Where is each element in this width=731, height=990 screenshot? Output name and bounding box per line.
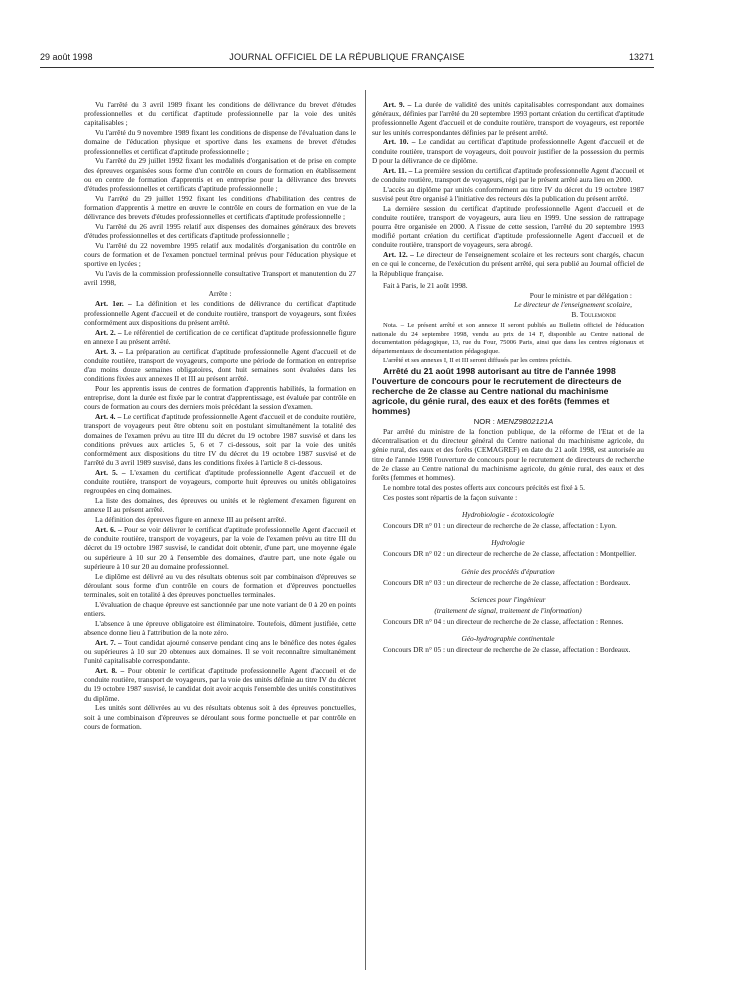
article-text: Pour les apprentis issus de centres de formation d'apprentis habilités, la formation en entreprise, dont la durée est fixée par le contrat d'apprentissage, est évaluée par contrôle en cours de formation au cours des derniers mois précédant la session d'examen. [84, 383, 356, 412]
article-text: La première session du certificat d'aptitude professionnelle Agent d'accueil et de conduite routière, transport de voyageurs, régi par le présent arrêté aura lieu en 2000. [372, 165, 644, 184]
article-text: Le candidat au certificat d'aptitude professionnelle Agent d'accueil et de conduite routière, transport de voyageurs, doit pouvoir justifier de la possession du permis D pour la délivrance de ce diplôme. [372, 137, 644, 165]
article-paragraph [84, 412, 356, 467]
article-label: Art. 7. – [95, 637, 122, 647]
article-text: Le diplôme est délivré au vu des résultats obtenus soit par combinaison d'épreuves se déroulant sous forme d'un contrôle en cours de formation et d'épreuves ponctuelles terminales, soit en totalité à des épreuves ponctuelles terminales. [84, 571, 356, 599]
article-text: La dernière session du certificat d'aptitude professionnelle Agent d'accueil et de conduite routière, transport de voyageurs, aura lieu en 1999. Une session de rattrapage pourra être organisée en 2000. A l'issue de cette session, l'arrêté du 20 septembre 1993 modifié portant création du certificat d'aptitude professionnelle Agent d'accueil et de conduite routière, transport de voyageurs, sera abrogé. [372, 203, 644, 250]
visa-paragraph: Vu l'arrêté du 26 avril 1995 relatif aux dispenses des domaines généraux des brevets d'études professionnelles et des certificats d'aptitude professionnelle ; [84, 222, 356, 241]
article-paragraph [372, 185, 644, 203]
concours-heading: Géo-hydrographie continentale [461, 634, 555, 644]
concours-text: Concours DR n° 01 : un directeur de recherche de 2e classe, affectation : Lyon. [383, 521, 617, 531]
header-rule [40, 67, 654, 68]
article-paragraph [372, 204, 644, 250]
decree-total: Le nombre total des postes offerts aux concours précités est fixé à 5. [383, 482, 586, 492]
signature-delegation: Pour le ministre et par délégation : [529, 290, 632, 300]
page-header [40, 52, 654, 66]
article-paragraph [84, 496, 356, 514]
article-paragraph [84, 619, 356, 637]
article-paragraph [84, 572, 356, 600]
nor-code: MENZ9802121A [497, 417, 554, 427]
concours-heading: Génie des procédés d'épuration [461, 566, 555, 576]
concours-heading: Hydrobiologie - écotoxicologie [461, 509, 555, 519]
article-label: Art. 10. – [383, 137, 416, 147]
article-paragraph [372, 100, 644, 137]
right-column [372, 100, 644, 980]
article-paragraph [372, 166, 644, 184]
article-label: Art. 5. – [95, 467, 126, 477]
article-text: L'évaluation de chaque épreuve est sanctionnée par une note variant de 0 à 20 en points entiers. [84, 599, 356, 618]
visa-paragraph: Vu l'avis de la commission professionnelle consultative Transport et manutention du 27 avril 1998, [84, 269, 356, 288]
article-label: Art. 12. – [383, 250, 414, 260]
decree-title: Arrêté du 21 août 1998 autorisant au titre de l'année 1998 l'ouverture de concours pour le recrutement de directeurs de recherche de 2e classe au Centre national du machinisme agricole, du génie rural, des eaux et des forêts (femmes et hommes) [372, 365, 622, 417]
column-divider [365, 90, 366, 970]
article-paragraph [84, 384, 356, 412]
article-paragraph [84, 703, 356, 731]
visa-paragraph: Vu l'arrêté du 29 juillet 1992 fixant les modalités d'organisation et de prise en compte des épreuves organisées sous forme d'un contrôle en cours de formation en établissement ou en centre de formation d'apprentis et en entreprise pour la délivrance des brevets d'études professionnelles et certificats d'aptitude professionnelle ; [84, 156, 356, 194]
article-text: Pour se voir délivrer le certificat d'aptitude professionnelle Agent d'accueil et de conduite routière, transport de voyageurs, par la voie de l'examen prévu au titre III du décret du 19 octobre 1987 susvisé, le candidat doit obtenir, d'une part, une moyenne égale ou supérieure à 10 sur 20 à l'ensemble des domaines, d'autre part, une note égale ou supérieure à 10 sur 20 au domaine professionnel. [84, 524, 356, 571]
article-text: Le directeur de l'enseignement scolaire et les recteurs sont chargés, chacun en ce qui le concerne, de l'exécution du présent arrêté, qui sera publié au Journal officiel de la République française. [372, 250, 644, 278]
article-paragraph [84, 666, 356, 703]
concours-text: Concours DR n° 04 : un directeur de recherche de 2e classe, affectation : Rennes. [383, 616, 624, 626]
concours-text: Concours DR n° 02 : un directeur de recherche de 2e classe, affectation : Montpellier. [383, 549, 637, 559]
article-text: Le certificat d'aptitude professionnelle Agent d'accueil et de conduite routière, transport de voyageurs peut être obtenu soit en postulant simultanément la totalité des domaines de l'examen prévu au titre III du décret du 19 octobre 1987 susvisé et dans les conditions prévues aux articles 5, 6 et 7 ci-dessous, soit par la voie des unités conformément aux dispositions du titre IV du décret du 19 octobre 1987 susvisé et de l'arrêté du 3 avril 1989 susvisé, dans les conditions fixées à l'article 8 ci-dessous. [84, 412, 356, 468]
concours-heading: Hydrologie [491, 538, 525, 548]
visa-paragraph: Vu l'arrêté du 29 juillet 1992 fixant les conditions d'habilitation des centres de formation d'apprentis à mettre en œuvre le contrôle en cours de formation en vue de la délivrance des brevets d'études professionnelles et certificats d'aptitude professionnelle ; [84, 193, 356, 222]
nota-paragraph: Nota. – Le présent arrêté et son annexe II seront publiés au Bulletin officiel de l'éducation nationale du 24 septembre 1998, vendu au prix de 14 F, disponible au Centre national de documentation pédagogique, 13, rue du Four, 75006 Paris, ainsi que dans les centres régionaux et départementaux de documentation pédagogique. [372, 322, 644, 355]
article-label: Art. 2. – [95, 327, 122, 337]
article-paragraph [84, 525, 356, 571]
decree-intro: Par arrêté du ministre de la fonction publique, de la réforme de l'Etat et de la décentralisation et du directeur général du Centre national du machinisme agricole, du génie rural, des eaux et des forêts (CEMAGREF) en date du 21 août 1998, est autorisée au titre de l'année 1998 l'ouverture de concours pour le recrutement de directeurs de recherche de 2e classe au Centre national du machinisme agricole, du génie rural, des eaux et des forêts (femmes et hommes). [372, 427, 644, 483]
article-text: L'absence à une épreuve obligatoire est éliminatoire. Toutefois, dûment justifiée, cette absence donne lieu à l'attribution de la note zéro. [84, 618, 356, 637]
article-paragraph [84, 515, 356, 524]
article-text: Pour obtenir le certificat d'aptitude professionnelle Agent d'accueil et de conduite routière, transport de voyageurs, par la voie des unités définie au titre IV du décret du 19 octobre 1987 susvisé, le candidat doit avoir acquis l'ensemble des unités constitutives du diplôme. [84, 665, 356, 703]
nor-label: NOR : [473, 417, 495, 427]
nota-diffusion: L'arrêté et ses annexes I, II et III seront diffusés par les centres précités. [383, 356, 572, 364]
left-column [84, 100, 356, 980]
article-paragraph [84, 328, 356, 346]
journal-title: JOURNAL OFFICIEL DE LA RÉPUBLIQUE FRANÇAISE [229, 52, 465, 62]
article-text: La liste des domaines, des épreuves ou unités et le règlement d'examen figurent en annexe II au présent arrêté. [84, 496, 356, 515]
article-label: Art. 11. – [383, 165, 413, 175]
article-paragraph [372, 250, 644, 278]
article-text: Le référentiel de certification de ce certificat d'aptitude professionnelle figure en annexe I au présent arrêté. [84, 327, 356, 346]
visa-paragraph: Vu l'arrêté du 9 novembre 1989 fixant les conditions de dispense de l'évaluation dans le domaine de l'éducation physique et sportive dans les examens de brevet d'études professionnelles et certificat d'aptitude professionnelle ; [84, 128, 356, 156]
decree-repartition: Ces postes sont répartis de la façon suivante : [383, 492, 518, 502]
article-text: L'examen du certificat d'aptitude professionnelle Agent d'accueil et de conduite routière, transport de voyageurs, comporte huit épreuves ou unités obligatoires regroupées en cinq domaines. [84, 467, 356, 496]
concours-subheading: (traitement de signal, traitement de l'information) [434, 606, 582, 616]
article-text: La préparation au certificat d'aptitude professionnelle Agent d'accueil et de conduite routière, transport de voyageurs, comporte une période de formation en entreprise d'au moins douze semaines obligatoires, dont huit semaines sont évaluées dans les conditions fixées aux annexes II et III au présent arrêté. [84, 346, 356, 384]
concours-heading: Sciences pour l'ingénieur [470, 595, 546, 605]
article-text: Tout candidat ajourné conserve pendant cinq ans le bénéfice des notes égales ou supérieures à 10 sur 20 obtenues aux domaines. Il se voit reconnaître simultanément l'unité capitalisable correspondante. [84, 637, 356, 666]
article-label: Art. 1er. – [95, 299, 132, 309]
visa-paragraph: Vu l'arrêté du 3 avril 1989 fixant les conditions de délivrance du brevet d'études professionnelles et du certificat d'aptitude professionnelle par la voie des unités capitalisables ; [84, 100, 356, 128]
article-paragraph [372, 137, 644, 165]
article-text: La définition des épreuves figure en annexe III au présent arrêté. [95, 515, 287, 525]
article-paragraph [84, 468, 356, 496]
article-paragraph [84, 638, 356, 666]
page-number: 13271 [628, 52, 654, 62]
article-text: La durée de validité des unités capitalisables correspondant aux domaines généraux, définies par l'arrêté du 20 septembre 1993 portant création du certificat d'aptitude professionnelle Agent d'accueil et de conduite routière, transport de voyageurs, est reportée sur les unités correspondantes définies par le présent arrêté. [372, 100, 644, 137]
arrete-label: Arrête : [208, 288, 232, 298]
article-text: La définition et les conditions de délivrance du certificat d'aptitude professionnelle Agent d'accueil et de conduite routière, transport de voyageurs, sont fixées conformément aux dispositions du présent arrêté. [84, 299, 356, 327]
article-label: Art. 3. – [95, 346, 123, 356]
article-text: Les unités sont délivrées au vu des résultats obtenus soit à des épreuves ponctuelles, soit à une combinaison d'épreuves se déroulant sous forme ponctuelle et par contrôle en cours de formation. [84, 703, 356, 731]
signature-name: B. Toulemonde [571, 310, 616, 320]
nor-reference [372, 417, 644, 426]
article-paragraph [84, 600, 356, 618]
article-label: Art. 6. – [95, 524, 122, 534]
article-paragraph [84, 347, 356, 384]
concours-text: Concours DR n° 05 : un directeur de recherche de 2e classe, affectation : Bordeaux. [383, 645, 631, 655]
article-label: Art. 9. – [383, 100, 412, 109]
article-label: Art. 8. – [95, 665, 125, 675]
visa-paragraph: Vu l'arrêté du 22 novembre 1995 relatif aux modalités d'organisation du contrôle en cours de formation et de l'examen ponctuel terminal prévus pour l'éducation physique et sportive en lycées ; [84, 241, 356, 269]
article-paragraph [84, 299, 356, 327]
signature-role: Le directeur de l'enseignement scolaire, [514, 300, 632, 310]
concours-text: Concours DR n° 03 : un directeur de recherche de 2e classe, affectation : Bordeaux. [383, 577, 631, 587]
signature-place-date: Fait à Paris, le 21 août 1998. [383, 280, 468, 290]
article-text: L'accès au diplôme par unités conformément au titre IV du décret du 19 octobre 1987 susvisé peut être organisé à l'initiative des recteurs dès la publication du présent arrêté. [372, 184, 644, 203]
article-label: Art. 4. – [95, 412, 122, 422]
header-date: 29 août 1998 [40, 52, 93, 62]
